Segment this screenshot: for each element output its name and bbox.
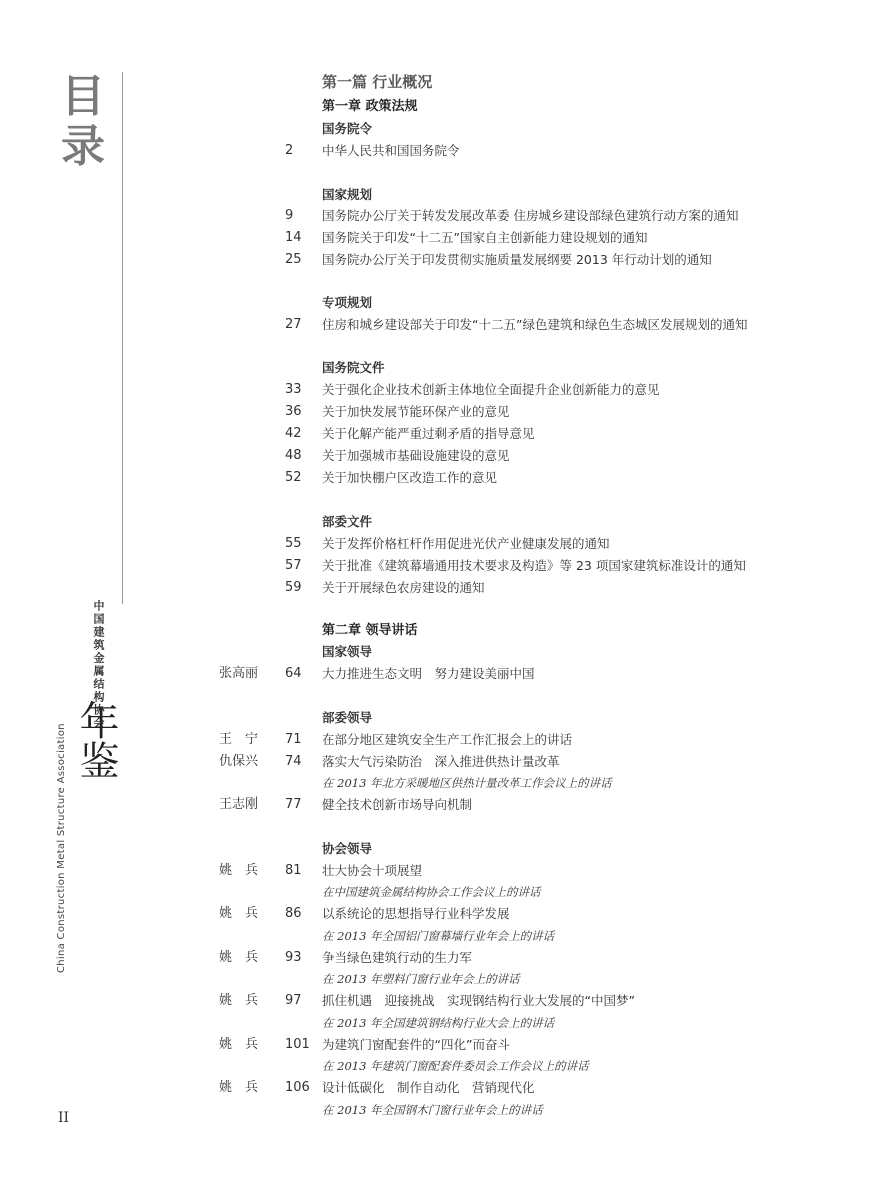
- entry-subtitle: [0, 773, 891, 793]
- entry-title: 在部分地区建筑安全生产工作汇报会上的讲话: [322, 732, 573, 747]
- page-ref: 48: [285, 448, 302, 463]
- entry-title: 关于开展绿色农房建设的通知: [322, 580, 485, 595]
- page-ref: 59: [285, 580, 302, 595]
- toc-entry[interactable]: [0, 446, 891, 466]
- page-ref: 33: [285, 382, 302, 397]
- entry-title: 设计低碳化 制作自动化 营销现代化: [322, 1080, 535, 1095]
- entry-title: 大力推进生态文明 努力建设美丽中国: [322, 666, 535, 681]
- association-name-vertical: 中国建筑金属结构协会: [92, 600, 105, 730]
- toc-entry[interactable]: [0, 250, 891, 270]
- entry-title: 以系统论的思想指导行业科学发展: [322, 906, 510, 921]
- page-ref: 52: [285, 470, 302, 485]
- page-ref: 14: [285, 230, 302, 245]
- entry-title: 关于强化企业技术创新主体地位全面提升企业创新能力的意见: [322, 382, 660, 397]
- toc-entry[interactable]: [0, 424, 891, 444]
- section-title: 专项规划: [322, 295, 373, 310]
- page-ref: 57: [285, 558, 302, 573]
- toc-entry[interactable]: [0, 1078, 891, 1098]
- page-ref: 86: [285, 906, 302, 921]
- section-heading: [0, 119, 891, 139]
- entry-author: 仇保兴: [219, 754, 259, 769]
- entry-title: 国务院办公厅关于印发贯彻实施质量发展纲要 2013 年行动计划的通知: [322, 252, 712, 267]
- chapter-heading: [0, 621, 891, 641]
- entry-author: 姚 兵: [219, 1080, 259, 1095]
- entry-subtitle: [0, 1100, 891, 1120]
- entry-subtitle: [0, 1013, 891, 1033]
- page-ref: 106: [285, 1080, 310, 1095]
- toc-entry[interactable]: [0, 534, 891, 554]
- toc-entry[interactable]: [0, 402, 891, 422]
- entry-title: 关于加强城市基础设施建设的意见: [322, 448, 510, 463]
- entry-author: 姚 兵: [219, 906, 259, 921]
- page-ref: 27: [285, 317, 302, 332]
- entry-subtitle-text: 在 2013 年塑料门窗行业年会上的讲话: [322, 972, 520, 986]
- page-ref: 25: [285, 252, 302, 267]
- page-ref: 36: [285, 404, 302, 419]
- chapter-title: 第一章 政策法规: [322, 99, 418, 114]
- toc-entry[interactable]: [0, 795, 891, 815]
- entry-title: 抓住机遇 迎接挑战 实现钢结构行业大发展的“中国梦”: [322, 993, 635, 1008]
- page-ref: 101: [285, 1037, 310, 1052]
- entry-title: 落实大气污染防治 深入推进供热计量改革: [322, 754, 560, 769]
- entry-subtitle-text: 在 2013 年北方采暖地区供热计量改革工作会议上的讲话: [322, 776, 612, 790]
- chapter-title: 第二章 领导讲话: [322, 623, 418, 638]
- section-title: 国务院令: [322, 121, 373, 136]
- section-title: 部委领导: [322, 710, 373, 725]
- section-heading: [0, 512, 891, 532]
- entry-title: 争当绿色建筑行动的生力军: [322, 950, 473, 965]
- page-ref: 42: [285, 426, 302, 441]
- toc-entry[interactable]: [0, 315, 891, 335]
- entry-subtitle: [0, 969, 891, 989]
- section-title: 国家领导: [322, 644, 373, 659]
- toc-title-char-1: 目: [61, 71, 105, 122]
- section-heading: [0, 642, 891, 662]
- toc-entry[interactable]: [0, 730, 891, 750]
- entry-subtitle-text: 在 2013 年全国钢木门窗行业年会上的讲话: [322, 1103, 543, 1117]
- entry-title: 关于加快棚户区改造工作的意见: [322, 470, 498, 485]
- page-ref: 9: [285, 208, 294, 223]
- entry-title: 国务院办公厅关于转发发展改革委 住房城乡建设部绿色建筑行动方案的通知: [322, 208, 739, 223]
- section-heading: [0, 185, 891, 205]
- toc-entry[interactable]: [0, 141, 891, 161]
- entry-title: 为建筑门窗配套件的“四化”而奋斗: [322, 1037, 510, 1052]
- section-title: 国务院文件: [322, 360, 385, 375]
- page-ref: 2: [285, 143, 294, 158]
- toc-entry[interactable]: [0, 664, 891, 684]
- toc-entry[interactable]: [0, 556, 891, 576]
- yearbook-calligraphy: 年鉴: [73, 700, 119, 780]
- section-title: 协会领导: [322, 841, 373, 856]
- entry-author: 姚 兵: [219, 993, 259, 1008]
- entry-subtitle-text: 在 2013 年全国铝门窗幕墙行业年会上的讲话: [322, 929, 555, 943]
- entry-author: 姚 兵: [219, 863, 259, 878]
- toc-title-char-2: 录: [61, 121, 105, 172]
- toc-entry[interactable]: [0, 948, 891, 968]
- page-ref: 81: [285, 863, 302, 878]
- page-ref: 97: [285, 993, 302, 1008]
- section-heading: [0, 839, 891, 859]
- page-ref: 77: [285, 797, 302, 812]
- entry-author: 王志刚: [219, 797, 259, 812]
- entry-title: 关于批准《建筑幕墙通用技术要求及构造》等 23 项国家建筑标准设计的通知: [322, 558, 746, 573]
- page-ref: 74: [285, 754, 302, 769]
- chapter-heading: [0, 97, 891, 117]
- toc-entry[interactable]: [0, 228, 891, 248]
- part-title: 第一篇 行业概况: [322, 73, 433, 91]
- toc-entry[interactable]: [0, 991, 891, 1011]
- entry-title: 国务院关于印发“十二五”国家自主创新能力建设规划的通知: [322, 230, 648, 245]
- entry-author: 姚 兵: [219, 950, 259, 965]
- section-heading: [0, 293, 891, 313]
- entry-subtitle: [0, 882, 891, 902]
- entry-subtitle-text: 在 2013 年建筑门窗配套件委员会工作会议上的讲话: [322, 1059, 589, 1073]
- entry-author: 姚 兵: [219, 1037, 259, 1052]
- page-number: II: [58, 1110, 70, 1126]
- toc-entry[interactable]: [0, 752, 891, 772]
- section-heading: [0, 708, 891, 728]
- section-title: 国家规划: [322, 187, 373, 202]
- section-title: 部委文件: [322, 514, 373, 529]
- entry-title: 住房和城乡建设部关于印发“十二五”绿色建筑和绿色生态城区发展规划的通知: [322, 317, 748, 332]
- page-ref: 93: [285, 950, 302, 965]
- entry-subtitle: [0, 1056, 891, 1076]
- section-heading: [0, 358, 891, 378]
- entry-subtitle-text: 在 2013 年全国建筑钢结构行业大会上的讲话: [322, 1016, 555, 1030]
- page-ref: 64: [285, 666, 302, 681]
- part-heading: [0, 72, 891, 92]
- entry-subtitle-text: 在中国建筑金属结构协会工作会议上的讲话: [322, 885, 541, 899]
- entry-subtitle: [0, 926, 891, 946]
- toc-entry[interactable]: [0, 904, 891, 924]
- page-ref: 55: [285, 536, 302, 551]
- toc-entry[interactable]: [0, 206, 891, 226]
- entry-title: 中华人民共和国国务院令: [322, 143, 460, 158]
- toc-entry[interactable]: [0, 1035, 891, 1055]
- entry-author: 王 宁: [219, 732, 259, 747]
- toc-entry[interactable]: [0, 468, 891, 488]
- association-name-english: China Construction Metal Structure Association: [56, 723, 67, 973]
- entry-author: 张高丽: [219, 666, 259, 681]
- entry-title: 关于发挥价格杠杆作用促进光伏产业健康发展的通知: [322, 536, 610, 551]
- entry-title: 关于化解产能严重过剩矛盾的指导意见: [322, 426, 535, 441]
- toc-entry[interactable]: [0, 380, 891, 400]
- entry-title: 壮大协会十项展望: [322, 863, 423, 878]
- toc-entry[interactable]: [0, 578, 891, 598]
- entry-title: 健全技术创新市场导向机制: [322, 797, 473, 812]
- page-ref: 71: [285, 732, 302, 747]
- entry-title: 关于加快发展节能环保产业的意见: [322, 404, 510, 419]
- toc-entry[interactable]: [0, 861, 891, 881]
